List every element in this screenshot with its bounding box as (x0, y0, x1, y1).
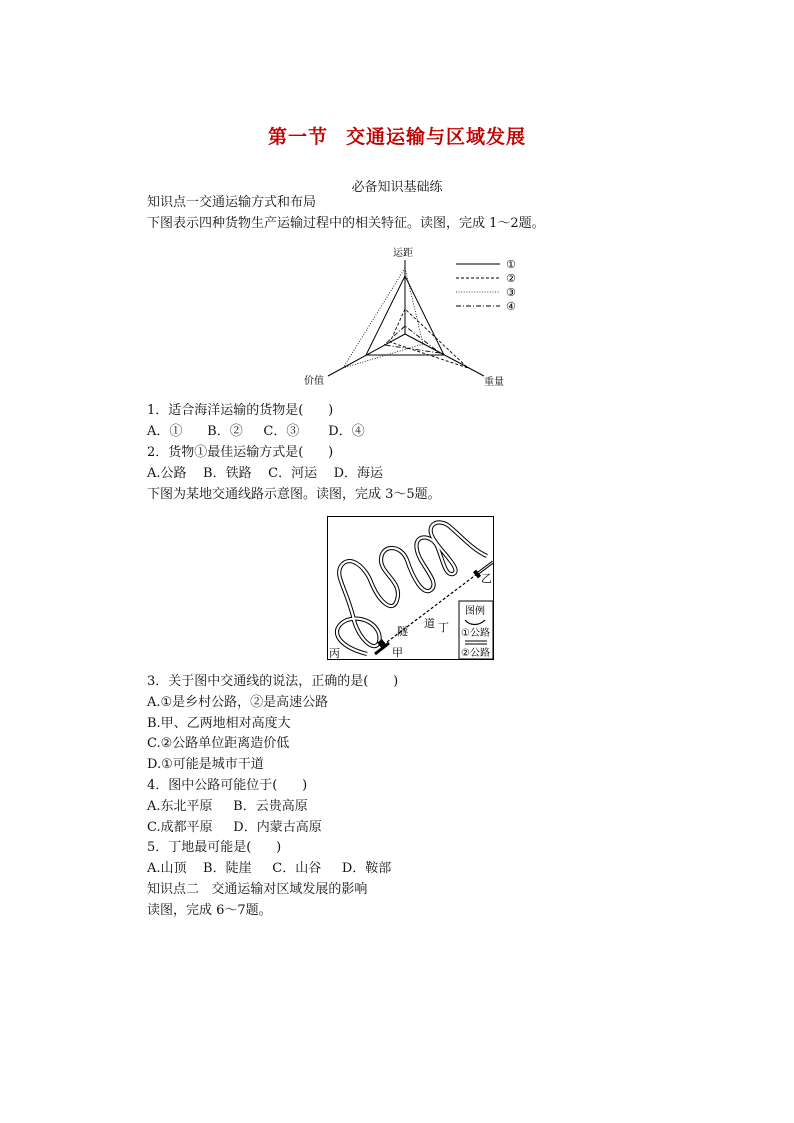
road-map-figure (327, 516, 495, 661)
knowledge-point-1: 知识点一交通运输方式和布局 (147, 195, 317, 210)
axis-label-weight: 重量 (484, 377, 504, 388)
axis-label-value: 价值 (304, 376, 324, 387)
subtitle: 必备知识基础练 (351, 180, 443, 195)
question-2-options: A.公路 B．铁路 C．河运 D．海运 (147, 466, 384, 481)
question-5-options: A.山顶 B．陡崖 C．山谷 D．鞍部 (147, 861, 392, 876)
question-4-options-cd: C.成都平原 D．内蒙古高原 (147, 820, 322, 835)
question-5: 5．丁地最可能是( ) (147, 840, 282, 855)
question-3-option-b: B.甲、乙两地相对高度大 (147, 716, 291, 731)
map-label-ding: 丁 (438, 621, 449, 634)
axis-label-distance: 运距 (393, 248, 413, 259)
question-3: 3．关于图中交通线的说法，正确的是( ) (147, 674, 399, 689)
section-number: 第一节 (267, 126, 328, 148)
legend-label-4: ④ (506, 300, 516, 313)
legend-label-3: ③ (506, 286, 516, 299)
page-title (0, 122, 794, 149)
question-4-options-ab: A.东北平原 B．云贵高原 (147, 799, 308, 814)
question-2: 2．货物①最佳运输方式是( ) (147, 445, 334, 460)
legend-label-1: ① (506, 258, 516, 271)
map-label-bing: 丙 (329, 647, 340, 660)
map-label-yi: 乙 (481, 572, 492, 585)
intro-questions-3-5: 下图为某地交通线路示意图。读图，完成 3～5题。 (147, 487, 441, 502)
question-3-option-c: C.②公路单位距离造价低 (147, 736, 290, 751)
intro-questions-6-7: 读图，完成 6～7题。 (147, 903, 272, 918)
legend-label-2: ② (506, 272, 516, 285)
series-3-polygon (343, 268, 423, 368)
intro-questions-1-2: 下图表示四种货物生产运输过程中的相关特征。读图，完成 1～2题。 (147, 216, 545, 231)
question-3-option-a: A.①是乡村公路，②是高速公路 (147, 695, 329, 710)
question-1-options: A．① B．② C．③ D．④ (147, 424, 365, 439)
question-4: 4．图中公路可能位于( ) (147, 778, 308, 793)
map-label-jia: 甲 (392, 646, 403, 659)
map-label-dao: 道 (424, 617, 435, 630)
question-3-option-d: D.①可能是城市干道 (147, 757, 264, 772)
map-label-sui: 隧 (397, 625, 408, 638)
radar-legend (456, 258, 516, 313)
section-title: 交通运输与区域发展 (346, 126, 527, 148)
knowledge-point-2: 知识点二 交通运输对区域发展的影响 (147, 882, 368, 897)
map-legend-road-1: ①公路 (461, 628, 490, 639)
question-1: 1．适合海洋运输的货物是( ) (147, 403, 334, 418)
map-legend (459, 601, 493, 659)
series-2-polygon (390, 309, 468, 368)
radar-figure (298, 244, 528, 392)
map-legend-title: 图例 (465, 606, 485, 617)
map-legend-road-2: ②公路 (461, 648, 490, 659)
